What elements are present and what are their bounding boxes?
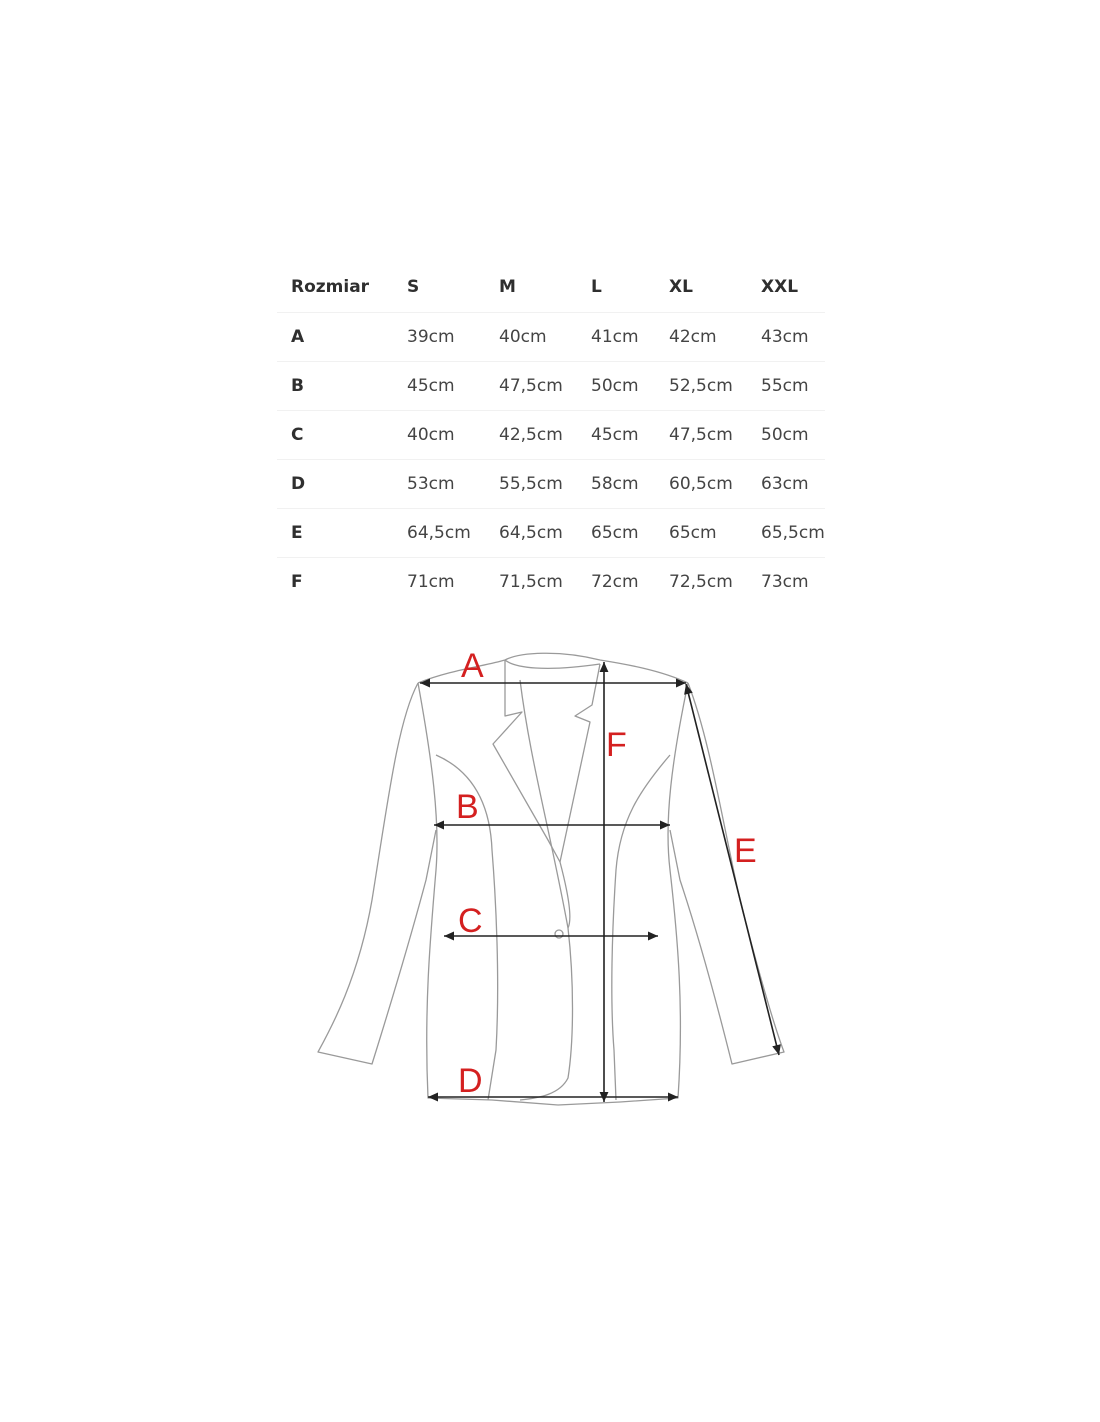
- table-cell: 45cm: [393, 362, 485, 411]
- arrow-e: [686, 684, 779, 1055]
- blazer-collar-back: [505, 660, 600, 668]
- blazer-outline: [318, 653, 784, 1105]
- table-cell: 50cm: [577, 362, 655, 411]
- header-cell-xl: XL: [655, 262, 747, 313]
- header-cell-size: Rozmiar: [277, 262, 393, 313]
- table-cell: 42cm: [655, 313, 747, 362]
- table-cell: 71,5cm: [499, 572, 563, 592]
- blazer-sleeve-left: [318, 683, 436, 1064]
- header-cell-m: M: [485, 262, 577, 313]
- table-cell: 72cm: [591, 572, 639, 592]
- label-d: D: [458, 1062, 483, 1100]
- table-cell: 65,5cm: [747, 509, 825, 558]
- table-cell: 72,5cm: [669, 572, 733, 592]
- header-cell-xxl: XXL: [747, 262, 825, 313]
- table-cell: 39cm: [393, 313, 485, 362]
- row-label: F: [291, 572, 303, 592]
- table-cell: 64,5cm: [485, 509, 577, 558]
- table-cell: 42,5cm: [485, 411, 577, 460]
- table-cell: 73cm: [761, 572, 809, 592]
- blazer-lapel-right: [560, 664, 600, 862]
- label-a: A: [461, 647, 484, 685]
- table-cell: 47,5cm: [485, 362, 577, 411]
- blazer-body-left: [418, 683, 558, 1105]
- row-label: A: [277, 313, 393, 362]
- row-label: E: [277, 509, 393, 558]
- table-cell: 43cm: [747, 313, 825, 362]
- table-cell: 52,5cm: [655, 362, 747, 411]
- label-e: E: [734, 832, 757, 870]
- table-cell: 63cm: [747, 460, 825, 509]
- label-f: F: [606, 726, 627, 764]
- blazer-seam-right: [612, 755, 670, 1100]
- table-cell: 64,5cm: [393, 509, 485, 558]
- row-label: C: [277, 411, 393, 460]
- label-b: B: [456, 788, 479, 826]
- table-cell: 45cm: [577, 411, 655, 460]
- table-cell: 60,5cm: [655, 460, 747, 509]
- header-cell-s: S: [393, 262, 485, 313]
- table-cell: 55cm: [747, 362, 825, 411]
- table-cell: 65cm: [655, 509, 747, 558]
- table-cell: 53cm: [393, 460, 485, 509]
- table-cell: 50cm: [747, 411, 825, 460]
- row-label: B: [277, 362, 393, 411]
- table-cell: 47,5cm: [655, 411, 747, 460]
- label-c: C: [458, 902, 483, 940]
- blazer-lapel-left: [493, 660, 560, 862]
- header-cell-l: L: [577, 262, 655, 313]
- table-cell: 65cm: [577, 509, 655, 558]
- table-cell: 58cm: [577, 460, 655, 509]
- table-cell: 40cm: [393, 411, 485, 460]
- table-cell: 40cm: [485, 313, 577, 362]
- row-label: D: [277, 460, 393, 509]
- measurement-labels: [456, 647, 757, 1100]
- table-cell: 41cm: [577, 313, 655, 362]
- table-cell: 71cm: [407, 572, 455, 592]
- blazer-front-edge: [520, 680, 573, 1100]
- table-cell: 55,5cm: [485, 460, 577, 509]
